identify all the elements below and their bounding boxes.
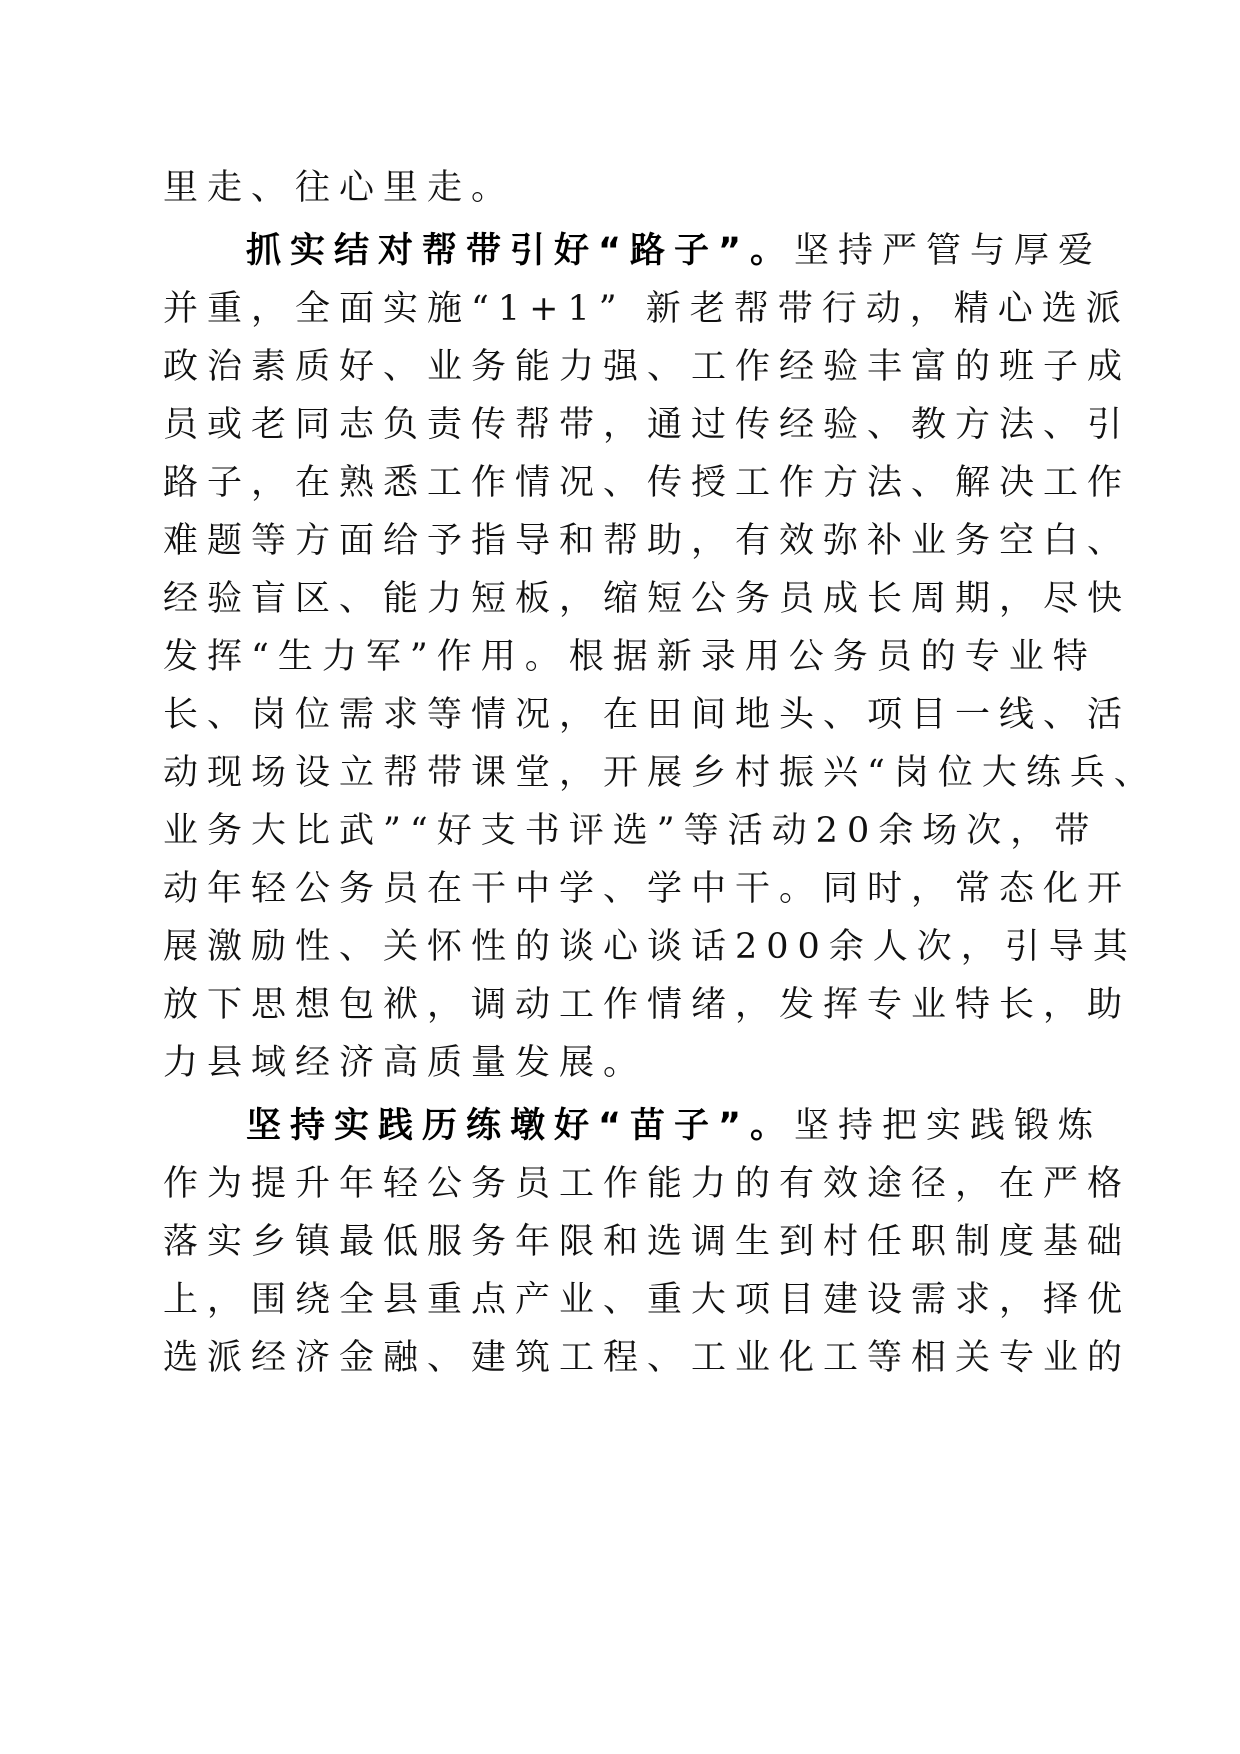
paragraph-heading: 坚持实践历练墩好“苗子”。	[246, 1106, 795, 1146]
text-line: 路子，在熟悉工作情况、传授工作方法、解决工作	[163, 463, 1132, 503]
paragraph-text: 坚持严管与厚爱	[794, 231, 1103, 271]
text-line: 动现场设立帮带课堂，开展乡村振兴“岗位大练兵、	[163, 753, 1158, 793]
text-line: 展激励性、关怀性的谈心谈话200余人次，引导其	[163, 927, 1137, 967]
paragraph-heading-line	[246, 1102, 1196, 1150]
paragraph-heading-line	[246, 227, 1196, 275]
text-line: 力县域经济高质量发展。	[163, 1043, 648, 1083]
text-line: 并重，全面实施“1+1” 新老帮带行动，精心选派	[163, 289, 1130, 329]
text-line: 长、岗位需求等情况，在田间地头、项目一线、活	[163, 695, 1132, 735]
text-line: 动年轻公务员在干中学、学中干。同时，常态化开	[163, 869, 1132, 909]
text-line: 作为提升年轻公务员工作能力的有效途径，在严格	[163, 1164, 1132, 1204]
text-line: 发挥“生力军”作用。根据新录用公务员的专业特	[163, 637, 1097, 677]
text-line: 选派经济金融、建筑工程、工业化工等相关专业的	[163, 1338, 1132, 1378]
text-line: 放下思想包袱，调动工作情绪，发挥专业特长，助	[163, 985, 1132, 1025]
text-line: 政治素质好、业务能力强、工作经验丰富的班子成	[163, 347, 1132, 387]
text-line: 上，围绕全县重点产业、重大项目建设需求，择优	[163, 1280, 1132, 1320]
paragraph-text: 坚持把实践锻炼	[794, 1106, 1103, 1146]
text-line: 难题等方面给予指导和帮助，有效弥补业务空白、	[163, 521, 1132, 561]
text-line: 经验盲区、能力短板，缩短公务员成长周期，尽快	[163, 579, 1132, 619]
text-line: 落实乡镇最低服务年限和选调生到村任职制度基础	[163, 1222, 1132, 1262]
text-line: 员或老同志负责传帮带，通过传经验、教方法、引	[163, 405, 1132, 445]
text-line: 里走、往心里走。	[163, 168, 516, 208]
text-line: 业务大比武”“好支书评选”等活动20余场次，带	[163, 811, 1099, 851]
paragraph-heading: 抓实结对帮带引好“路子”。	[246, 231, 795, 271]
